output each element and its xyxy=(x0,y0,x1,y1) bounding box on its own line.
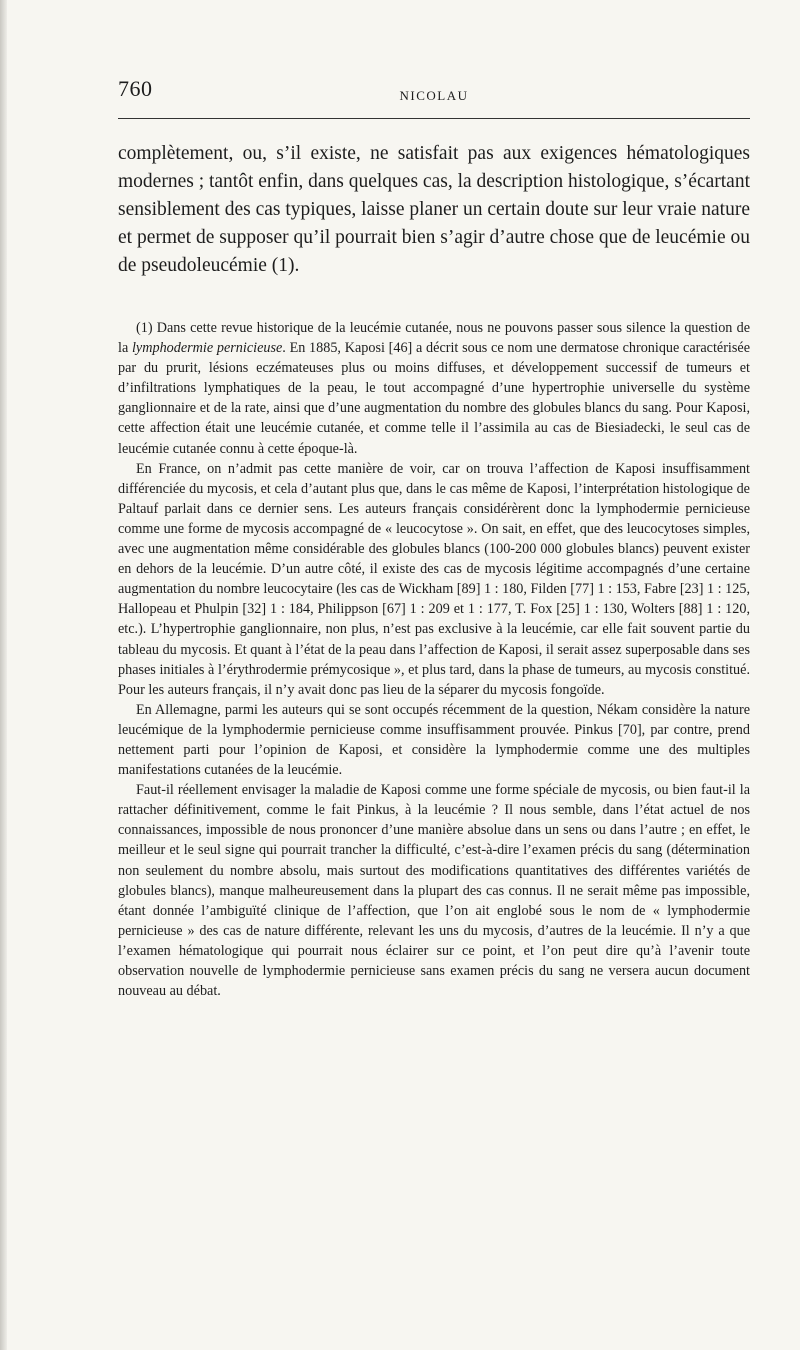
footnote-paragraph-2: En France, on n’admit pas cette manière de voir, car on trouva l’affection de Kaposi insuffisamment différenciée du mycosis, et cela d’autant plus que, dans le cas même de Kaposi, l’interprétation histologique de Paltauf parlait dans ce dernier sens. Les auteurs français considérèrent donc la lymphodermie pernicieuse comme une forme de mycosis accompagné de « leucocytose ». On sait, en effet, que des leucocytoses simples, avec une augmentation même considérable des globules blancs (100-200 000 globules blancs) peuvent exister en dehors de la leucémie. D’un autre côté, il existe des cas de mycosis légitime accompagnés d’une certaine augmentation du nombre leucocytaire (les cas de Wickham [89] 1 : 180, Filden [77] 1 : 153, Fabre [23] 1 : 125, Hallopeau et Phulpin [32] 1 : 184, Philippson [67] 1 : 209 et 1 : 177, T. Fox [25] 1 : 130, Wolters [88] 1 : 120, etc.). L’hypertrophie ganglionnaire, non plus, n’est pas exclusive à la leucémie, car elle fait souvent partie du tableau du mycosis. Et quant à l’état de la peau dans l’affection de Kaposi, il serait assez superposable dans ses phases initiales à l’érythrodermie prémycosique », et plus tard, dans la phase de tumeurs, au mycosis constitué. Pour les auteurs français, il n’y avait donc pas lieu de la séparer du mycosis fongoïde. xyxy=(118,460,750,698)
header-rule xyxy=(118,118,750,119)
main-paragraph: complètement, ou, s’il existe, ne satisfait pas aux exigences hématologiques modernes ; tantôt enfin, dans quelques cas, la description histologique, s’écartant sensiblement des cas typiques, laisse planer un certain doute sur leur vraie nature et permet de supposer qu’il pourrait bien s’agir d’autre chose que de leucémie ou de pseudoleucémie (1). xyxy=(118,143,750,276)
running-head: NICOLAU xyxy=(399,88,469,103)
footnote-text-after: . En 1885, Kaposi [46] a décrit sous ce nom une dermatose chronique caractérisée par du prurit, lésions eczémateuses plus ou moins diffuses, et développement successif de tumeurs et d’infiltrations lymphatiques de la peau, le tout accompagné d’une hypertrophie universelle du système ganglionnaire et de la rate, ainsi que d’une augmentation du nombre des globules blancs du sang. Pour Kaposi, cette affection était une leucémie cutanée, et comme telle il l’assimila au cas de Biesiadecki, le seul cas de leucémie cutanée connu à cette époque-là. xyxy=(118,340,750,457)
footnote-paragraph-4: Faut-il réellement envisager la maladie de Kaposi comme une forme spéciale de mycosis, ou bien faut-il la rattacher définitivement, comme le fait Pinkus, à la leucémie ? Il nous semble, dans l’état actuel de nos connaissances, impossible de nous prononcer d’une manière absolue dans un sens ou dans l’autre ; en effet, le meilleur et le seul signe qui pourrait trancher la difficulté, c’est-à-dire l’examen précis du sang (détermination non seulement du nombre absolu, mais surtout des modifications quantitatives des différentes variétés de globules blancs), manque malheureusement dans la plupart des cas connus. Il ne serait même pas impossible, étant donnée l’ambiguïté clinique de l’affection, que l’on ait englobé sous le nom de « lymphodermie pernicieuse » des cas de nature différente, relevant les uns du mycosis, d’autres de la leucémie. Il n’y a que l’examen hématologique qui pourrait nous éclairer sur ce point, et l’on peut dire qu’à l’avenir toute observation nouvelle de lymphodermie pernicieuse sans examen précis du sang ne versera aucun document nouveau au débat. xyxy=(118,782,750,1000)
page-header xyxy=(118,76,750,106)
scan-edge xyxy=(0,0,7,1350)
footnote-term: lymphodermie pernicieuse xyxy=(131,340,283,357)
page-number: 760 xyxy=(118,76,153,101)
footnote-paragraph-3: En Allemagne, parmi les auteurs qui se sont occupés récemment de la question, Nékam considère la nature leucémique de la lymphodermie pernicieuse comme insuffisamment prouvée. Pinkus [70], par contre, prend nettement parti pour l’opinion de Kaposi, et considère la lymphodermie comme une des multiples manifestations cutanées de la leucémie. xyxy=(118,701,750,779)
footnote-text-before: (1) Dans cette revue historique de la leucémie cutanée, nous ne pouvons passer sous silence la question de la xyxy=(118,320,750,357)
footnote-block xyxy=(118,318,750,1001)
footnote-paragraph-1 xyxy=(118,318,750,459)
